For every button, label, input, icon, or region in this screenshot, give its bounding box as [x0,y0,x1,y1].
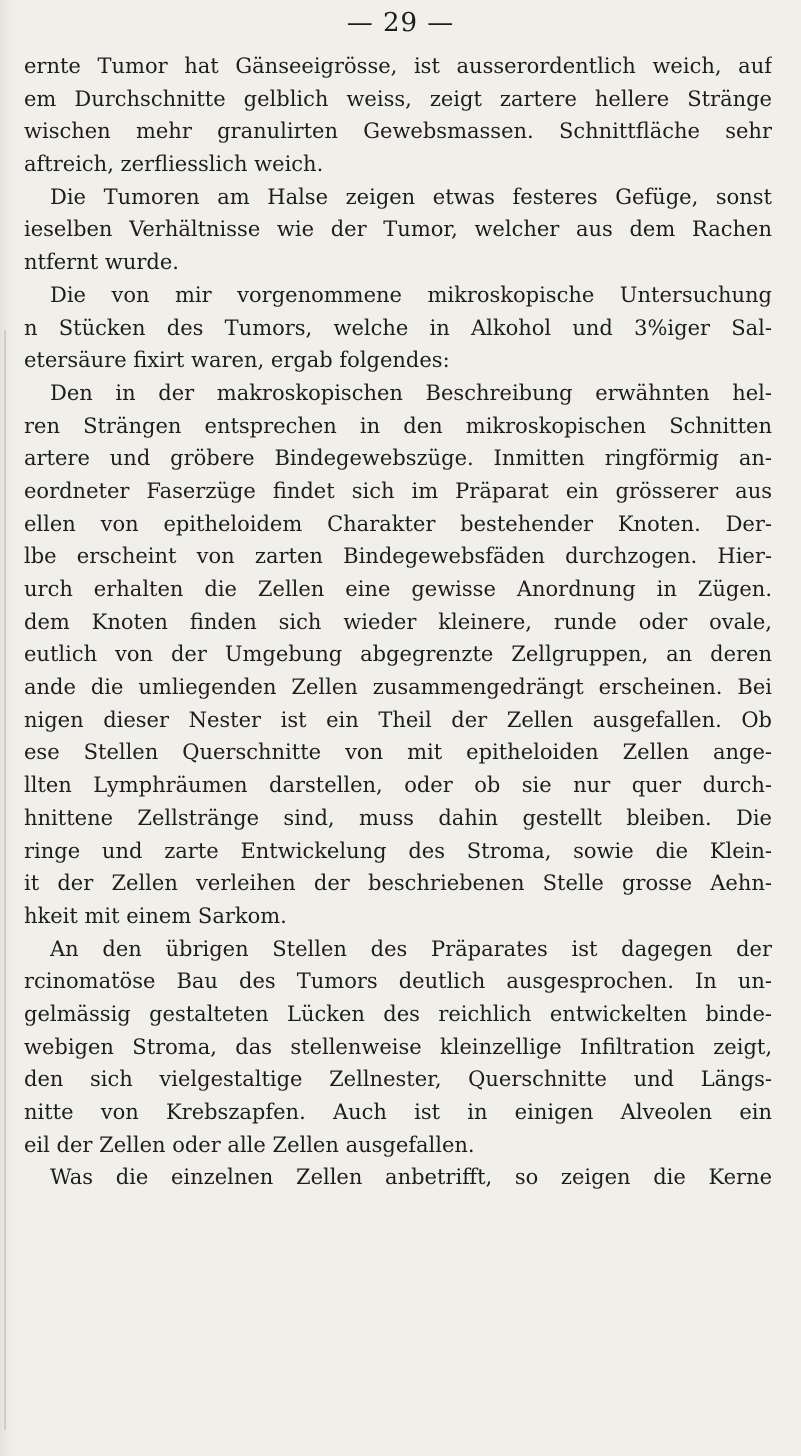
text-line: Was die einzelnen Zellen anbetrifft, so zeigen die Kerne [50,1165,772,1190]
text-line: hnittene Zellstränge sind, muss dahin gestellt bleiben. Die [24,805,772,830]
text-line: ellen von epitheloidem Charakter bestehender Knoten. Der- [24,511,772,536]
text-line: eil der Zellen oder alle Zellen ausgefallen. [24,1132,475,1157]
text-line: wischen mehr granulirten Gewebsmassen. Schnittfläche sehr [24,119,772,144]
text-line: it der Zellen verleihen der beschriebenen Stelle grosse Aehn- [24,871,772,896]
text-line: webigen Stroma, das stellenweise kleinzellige Infiltration zeigt, [24,1034,772,1059]
text-line: An den übrigen Stellen des Präparates ist dagegen der [50,936,772,961]
text-line: nigen dieser Nester ist ein Theil der Zellen ausgefallen. Ob [24,707,772,732]
text-line: lbe erscheint von zarten Bindegewebsfäden durchzogen. Hier- [24,544,772,569]
text-line: rcinomatöse Bau des Tumors deutlich ausgesprochen. In un- [24,969,772,994]
text-line: hkeit mit einem Sarkom. [24,903,287,928]
text-line: artere und gröbere Bindegewebszüge. Inmitten ringförmig an- [24,446,772,471]
text-line: urch erhalten die Zellen eine gewisse Anordnung in Zügen. [24,577,772,601]
text-line: dem Knoten finden sich wieder kleinere, runde oder ovale, [24,609,772,634]
gutter-edge-line [4,330,6,1430]
text-line: gelmässig gestalteten Lücken des reichlich entwickelten binde- [24,1001,772,1026]
body-text [24,50,772,1194]
text-line: em Durchschnitte gelblich weiss, zeigt zartere hellere Stränge [24,86,772,111]
text-line: Die von mir vorgenommene mikroskopische Untersuchung [50,282,772,307]
text-line: den sich vielgestaltige Zellnester, Querschnitte und Längs- [24,1067,772,1092]
text-line: llten Lymphräumen darstellen, oder ob sie nur quer durch- [24,773,772,798]
text-line: ieselben Verhältnisse wie der Tumor, welcher aus dem Rachen [24,217,772,242]
text-line: Den in der makroskopischen Beschreibung erwähnten hel- [50,380,772,405]
page-number: — 29 — [346,8,455,38]
text-line: eordneter Faserzüge findet sich im Präparat ein grösserer aus [24,478,772,503]
text-line: ernte Tumor hat Gänseeigrösse, ist ausserordentlich weich, auf [24,54,772,78]
text-line: ande die umliegenden Zellen zusammengedrängt erscheinen. Bei [24,675,772,700]
text-line: ren Strängen entsprechen in den mikroskopischen Schnitten [24,413,772,438]
text-line: aftreich, zerfliesslich weich. [24,152,324,177]
text-line: eutlich von der Umgebung abgegrenzte Zellgruppen, an deren [24,642,772,667]
text-line: ringe und zarte Entwickelung des Stroma, sowie die Klein- [24,838,772,863]
text-line: nitte von Krebszapfen. Auch ist in einigen Alveolen ein [24,1100,772,1124]
text-line: ntfernt wurde. [24,250,179,275]
text-line: ese Stellen Querschnitte von mit epitheloiden Zellen ange- [24,740,772,765]
page-gutter-shadow [0,0,14,1456]
text-line: Die Tumoren am Halse zeigen etwas festeres Gefüge, sonst [50,184,772,209]
text-line: etersäure fixirt waren, ergab folgendes: [24,348,450,373]
text-line: n Stücken des Tumors, welche in Alkohol und 3%iger Sal- [24,315,772,340]
